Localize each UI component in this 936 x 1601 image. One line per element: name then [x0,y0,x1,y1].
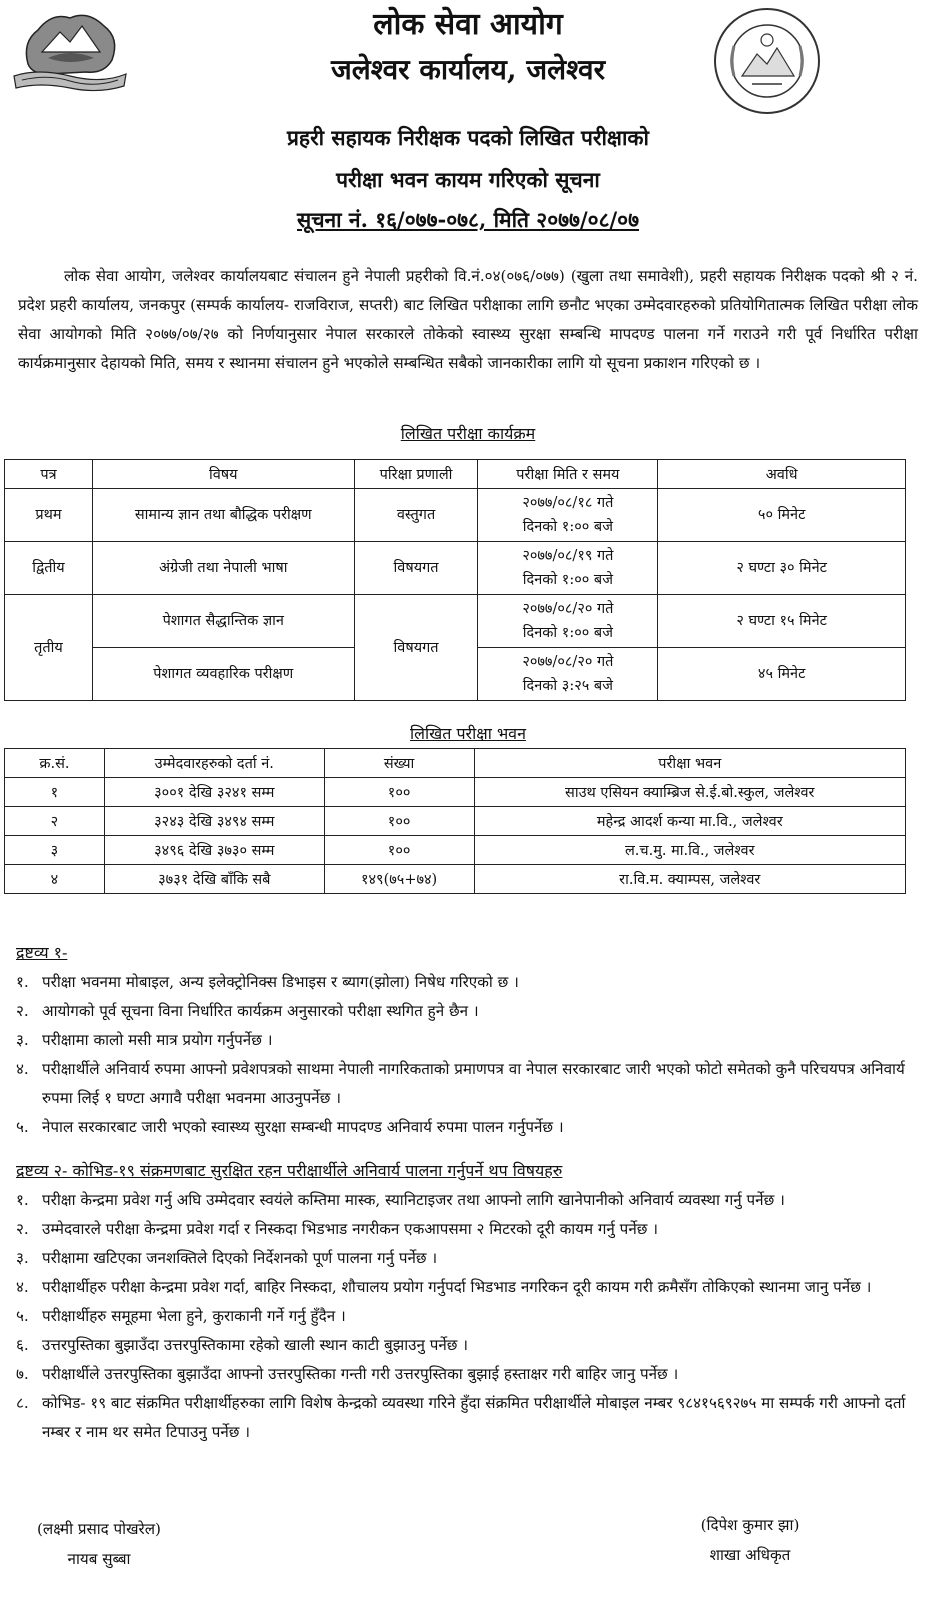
item-number: ५. [16,1118,29,1136]
range-cell: ३२४३ देखि ३४९४ सम्म [104,807,324,836]
venues-caption: लिखित परीक्षा भवन [410,724,526,743]
list-item [16,1055,920,1113]
table-row [5,836,906,865]
signature-left [14,1514,184,1574]
schedule-caption: लिखित परीक्षा कार्यक्रम [400,424,536,443]
note2-list [16,1186,920,1447]
range-cell: ३४९६ देखि ३७३० सम्म [104,836,324,865]
column-header: पत्र [5,460,93,489]
serial-cell: १ [5,778,105,807]
exam-time: दिनको १:०० बजे [522,519,613,535]
item-number: २. [16,1002,29,1020]
datetime-cell [478,489,658,542]
column-header: क्र.सं. [5,749,105,778]
datetime-cell [478,595,658,648]
column-header: परिक्षा प्रणाली [354,460,478,489]
item-number: ६. [16,1336,29,1354]
exam-date: २०७७/०८/१८ गते [522,495,614,511]
table-row [5,489,906,542]
serial-cell: ३ [5,836,105,865]
item-text: परीक्षार्थीले अनिवार्य रुपमा आफ्नो प्रवेशपत्रको साथमा नेपाली नागरिकताको प्रमाणपत्र वा नेपाल सरकारबाट जारी भएको फोटो समेतको कुनै परिचयपत्र अनिवार्य रुपमा लिई १ घण्टा अगावै परीक्षा भवनमा आउनुपर्नेछ । [42,1060,905,1107]
signatory-title: शाखा अधिकृत [709,1546,791,1564]
note2-section [16,1156,920,1447]
item-number: ३. [16,1031,29,1049]
column-header: उम्मेदवारहरुको दर्ता नं. [104,749,324,778]
item-number: १. [16,1191,29,1209]
notice-title-line1: प्रहरी सहायक निरीक्षक पदको लिखित परीक्षाको [286,125,649,150]
duration-cell: २ घण्टा १५ मिनेट [658,595,906,648]
venue-cell: महेन्द्र आदर्श कन्या मा.वि., जलेश्वर [474,807,905,836]
item-number: ७. [16,1365,29,1383]
count-cell: १४९(७५+७४) [324,865,474,894]
list-item [16,1302,920,1331]
table-header-row [5,749,906,778]
exam-date: २०७७/०८/१९ गते [522,548,614,564]
item-number: ४. [16,1060,29,1078]
table-row [5,778,906,807]
item-number: ४. [16,1278,29,1296]
note1-list [16,968,920,1142]
range-cell: ३००१ देखि ३२४१ सम्म [104,778,324,807]
exam-time: दिनको ३:२५ बजे [522,678,613,694]
duration-cell: ५० मिनेट [658,489,906,542]
item-number: ३. [16,1249,29,1267]
list-item [16,1186,920,1215]
item-number: २. [16,1220,29,1238]
datetime-cell [478,648,658,701]
item-text: परीक्षामा खटिएका जनशक्तिले दिएको निर्देशनको पूर्ण पालना गर्नु पर्नेछ । [42,1249,438,1267]
paper-cell: द्वितीय [5,542,93,595]
paper-cell: तृतीय [5,595,93,701]
list-item [16,1360,920,1389]
item-text: आयोगको पूर्व सूचना विना निर्धारित कार्यक्रम अनुसारको परीक्षा स्थगित हुने छैन । [42,1002,479,1020]
office-name: जलेश्वर कार्यालय, जलेश्वर [330,53,606,86]
item-text: परीक्षामा कालो मसी मात्र प्रयोग गर्नुपर्नेछ । [42,1031,273,1049]
organization-name: लोक सेवा आयोग [373,7,563,42]
item-text: परीक्षार्थीहरु समूहमा भेला हुने, कुराकानी गर्ने गर्नु हुँदैन । [42,1307,346,1325]
item-number: ८. [16,1394,29,1412]
venue-cell: रा.वि.म. क्याम्पस, जलेश्वर [474,865,905,894]
list-item [16,1215,920,1244]
list-item [16,1331,920,1360]
exam-time: दिनको १:०० बजे [522,625,613,641]
count-cell: १०० [324,807,474,836]
item-text: परीक्षा केन्द्रमा प्रवेश गर्नु अघि उम्मेदवार स्वयंले कम्तिमा मास्क, स्यानिटाइजर तथा आफ्नो लागि खानेपानीको अनिवार्य व्यवस्था गर्नु पर्नेछ । [42,1191,785,1209]
system-cell: विषयगत [354,542,478,595]
range-cell: ३७३१ देखि बाँकि सबै [104,865,324,894]
exam-time: दिनको १:०० बजे [522,572,613,588]
item-text: उत्तरपुस्तिका बुझाउँदा उत्तरपुस्तिकामा रहेको खाली स्थान काटी बुझाउनु पर्नेछ । [42,1336,468,1354]
notice-number-date: सूचना नं. १६/०७७-०७८, मिति २०७७/०८/०७ [297,207,639,232]
duration-cell: २ घण्टा ३० मिनेट [658,542,906,595]
column-header: संख्या [324,749,474,778]
table-row [5,542,906,595]
system-cell: वस्तुगत [354,489,478,542]
column-header: विषय [92,460,354,489]
item-text: कोभिड- १९ बाट संक्रमित परीक्षार्थीहरुका लागि विशेष केन्द्रको व्यवस्था गरिने हुँदा संक्रमित परीक्षार्थीले मोबाइल नम्बर ९८४१५६९२७५ मा सम्पर्क गरी आफ्नो दर्ता नम्बर र नाम थर समेत टिपाउनु पर्नेछ । [42,1394,906,1441]
table-row [5,595,906,648]
subject-cell: पेशागत व्यवहारिक परीक्षण [92,648,354,701]
item-text: परीक्षार्थीले उत्तरपुस्तिका बुझाउँदा आफ्नो उत्तरपुस्तिका गन्ती गरी उत्तरपुस्तिका बुझाई हस्ताक्षर गरी बाहिर जानु पर्नेछ । [42,1365,679,1383]
item-text: परीक्षा भवनमा मोबाइल, अन्य इलेक्ट्रोनिक्स डिभाइस र ब्याग(झोला) निषेध गरिएको छ । [42,973,519,991]
list-item [16,968,920,997]
item-number: १. [16,973,29,991]
notice-body: लोक सेवा आयोग, जलेश्वर कार्यालयबाट संचालन हुने नेपाली प्रहरीको वि.नं.०४(०७६/०७७) (खुला तथा समावेशी), प्रहरी सहायक निरीक्षक पदको श्री २ नं. प्रदेश प्रहरी कार्यालय, जनकपुर (सम्पर्क कार्यालय- राजविराज, सप्तरी) बाट लिखित परीक्षाका लागि छनौट भएका उम्मेदवारहरुको प्रतियोगितात्मक लिखित परीक्षा लोक सेवा आयोगको मिति २०७७/०७/२७ को निर्णयानुसार नेपाल सरकारले तोकेको स्वास्थ्य सुरक्षा सम्बन्धि मापदण्ड पालना गर्ने गराउने गरी पूर्व निर्धारित परीक्षा कार्यक्रमानुसार देहायको मिति, समय र स्थानमा संचालन हुने भएकोले सम्बन्धित सबैको जानकारीका लागि यो सूचना प्रकाशन गरिएको छ । [18,267,918,372]
venue-cell: ल.च.मु. मा.वि., जलेश्वर [474,836,905,865]
table-header-row [5,460,906,489]
item-number: ५. [16,1307,29,1325]
signature-right [650,1510,850,1570]
exam-date: २०७७/०८/२० गते [522,601,614,617]
note2-heading: द्रष्टव्य २- कोभिड-१९ संक्रमणबाट सुरक्षित रहन परीक्षार्थीले अनिवार्य पालना गर्नुपर्ने थप विषयहरु [16,1161,563,1180]
list-item [16,997,920,1026]
exam-date: २०७७/०८/२० गते [522,654,614,670]
list-item [16,1113,920,1142]
column-header: परीक्षा मिति र समय [478,460,658,489]
count-cell: १०० [324,778,474,807]
list-item [16,1244,920,1273]
serial-cell: २ [5,807,105,836]
list-item [16,1273,920,1302]
exam-schedule-table [4,459,906,701]
exam-venue-table [4,748,906,894]
table-row [5,865,906,894]
column-header: परीक्षा भवन [474,749,905,778]
note1-heading: द्रष्टव्य १- [16,943,68,962]
list-item [16,1026,920,1055]
notice-title-line2: परीक्षा भवन कायम गरिएको सूचना [336,167,600,192]
item-text: उम्मेदवारले परीक्षा केन्द्रमा प्रवेश गर्दा र निस्कदा भिडभाड नगरीकन एकआपसमा २ मिटरको दूरी कायम गर्नु पर्नेछ । [42,1220,658,1238]
table-row [5,807,906,836]
note1-section [16,938,920,1142]
datetime-cell [478,542,658,595]
subject-cell: सामान्य ज्ञान तथा बौद्धिक परीक्षण [92,489,354,542]
column-header: अवधि [658,460,906,489]
count-cell: १०० [324,836,474,865]
item-text: नेपाल सरकारबाट जारी भएको स्वास्थ्य सुरक्षा सम्बन्धी मापदण्ड अनिवार्य रुपमा पालन गर्नुपर्नेछ । [42,1118,564,1136]
system-cell: विषयगत [354,595,478,701]
duration-cell: ४५ मिनेट [658,648,906,701]
signatory-name: (लक्ष्मी प्रसाद पोखरेल) [37,1520,161,1538]
subject-cell: अंग्रेजी तथा नेपाली भाषा [92,542,354,595]
item-text: परीक्षार्थीहरु परीक्षा केन्द्रमा प्रवेश गर्दा, बाहिर निस्कदा, शौचालय प्रयोग गर्नुपर्दा भिडभाड नगरिकन दूरी कायम गरी क्रमैसँग तोकिएको स्थानमा जानु पर्नेछ । [42,1278,872,1296]
subject-cell: पेशागत सैद्धान्तिक ज्ञान [92,595,354,648]
paper-cell: प्रथम [5,489,93,542]
venue-cell: साउथ एसियन क्याम्ब्रिज से.ई.बो.स्कुल, जलेश्वर [474,778,905,807]
signatory-name: (दिपेश कुमार झा) [700,1516,800,1534]
list-item [16,1389,920,1447]
serial-cell: ४ [5,865,105,894]
signatory-title: नायब सुब्बा [67,1550,131,1568]
